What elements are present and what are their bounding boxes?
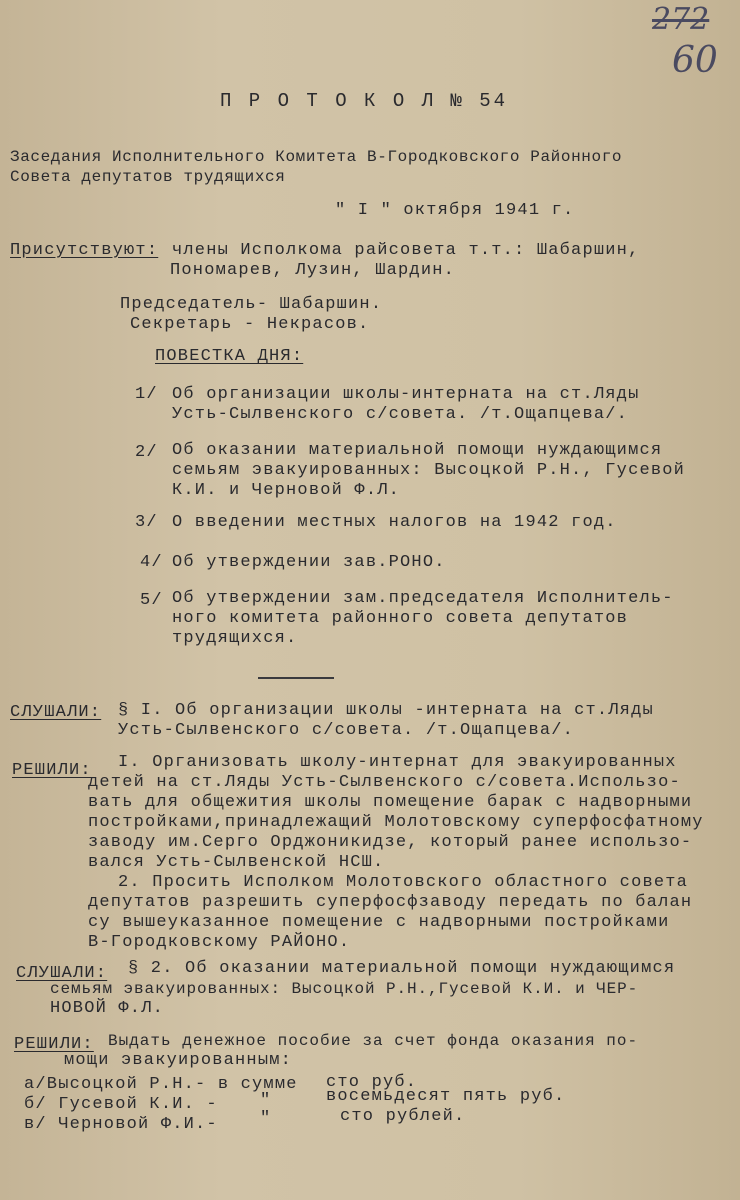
decided-1-line5: заводу им.Серго Орджоникидзе, который ранее использо- xyxy=(88,833,693,852)
agenda-item-1-line2: Усть-Сылвенского с/совета. /т.Ощапцева/. xyxy=(172,405,629,424)
heard-2-line3: НОВОЙ Ф.Л. xyxy=(50,999,165,1018)
decided-1-line6: вался Усть-Сылвенской НСШ. xyxy=(88,853,385,872)
payment-c-recipient: в/ Черновой Ф.И.- xyxy=(24,1115,218,1134)
decided-1-line10: В-Городковскому РАЙОНО. xyxy=(88,933,351,952)
agenda-item-4-line1: Об утверждении зав.РОНО. xyxy=(172,553,446,572)
agenda-item-5-num: 5/ xyxy=(140,591,163,610)
agenda-item-3-line1: О введении местных налогов на 1942 год. xyxy=(172,513,617,532)
agenda-item-3-num: 3/ xyxy=(135,513,158,532)
subtitle-line1: Заседания Исполнительного Комитета В-Городковского Районного xyxy=(10,148,623,166)
decided-1-line4: постройками,принадлежащий Молотовскому суперфосфатному xyxy=(88,813,704,832)
agenda-item-5-line3: трудящихся. xyxy=(172,629,298,648)
decided-2-line2: мощи эвакуированным: xyxy=(64,1051,293,1070)
heard-1-line1: § I. Об организации школы -интерната на ст.Ляды xyxy=(118,701,654,720)
agenda-item-2-line2: семьям эвакуированных: Высоцкой Р.Н., Гусевой xyxy=(172,461,686,480)
agenda-item-2-num: 2/ xyxy=(135,443,158,462)
chairman: Председатель- Шабаршин. xyxy=(120,295,383,314)
payment-c-ditto: " xyxy=(260,1109,272,1128)
agenda-item-4-num: 4/ xyxy=(140,553,163,572)
agenda-item-5-line2: ного комитета районного совета депутатов xyxy=(172,609,629,628)
heard-2-line1: § 2. Об оказании материальной помощи нуждающимся xyxy=(128,959,676,978)
agenda-item-2-line3: К.И. и Черновой Ф.Л. xyxy=(172,481,401,500)
agenda-item-2-line1: Об оказании материальной помощи нуждающимся xyxy=(172,441,663,460)
decided-1-line9: су вышеуказанное помещение с надворными постройками xyxy=(88,913,670,932)
subtitle-line2: Совета депутатов трудящихся xyxy=(10,168,286,186)
decided-1-line1: I. Организовать школу-интернат для эвакуированных xyxy=(118,753,677,772)
heard-label-2: СЛУШАЛИ: xyxy=(16,964,108,983)
payment-b-recipient: б/ Гусевой К.И. - xyxy=(24,1095,218,1114)
decided-2-line1: Выдать денежное пособие за счет фонда оказания по- xyxy=(108,1032,639,1050)
attendance-line1: члены Исполкома райсовета т.т.: Шабаршин, xyxy=(172,241,640,260)
payment-b-amount: восемьдесят пять руб. xyxy=(326,1087,566,1106)
secretary: Секретарь - Некрасов. xyxy=(130,315,370,334)
page-title: П Р О Т О К О Л № 54 xyxy=(220,90,509,112)
decided-label-1: РЕШИЛИ: xyxy=(12,761,92,780)
payment-a-amount: сто руб. xyxy=(326,1073,418,1092)
payment-c-amount: сто рублей. xyxy=(340,1107,466,1126)
agenda-item-5-line1: Об утверждении зам.председателя Исполнитель- xyxy=(172,589,674,608)
attendance-line2: Пономарев, Лузин, Шардин. xyxy=(170,261,456,280)
heard-2-line2: семьям эвакуированных: Высоцкой Р.Н.,Гусевой К.И. и ЧЕР- xyxy=(50,980,639,998)
decided-1-line2: детей на ст.Ляды Усть-Сылвенского с/совета.Использо- xyxy=(88,773,681,792)
attendance-label: Присутствуют: xyxy=(10,241,159,260)
heard-1-line2: Усть-Сылвенского с/совета. /т.Ощапцева/. xyxy=(118,721,575,740)
archive-mark-top: 272 xyxy=(652,2,710,37)
payment-a-recipient: а/Высоцкой Р.Н.- в сумме xyxy=(24,1075,298,1094)
decided-label-2: РЕШИЛИ: xyxy=(14,1035,94,1054)
agenda-item-1-num: 1/ xyxy=(135,385,158,404)
decided-1-line8: депутатов разрешить суперфосфзаводу передать по балан xyxy=(88,893,693,912)
archive-mark-bottom: 60 xyxy=(672,40,718,81)
payment-b-ditto: " xyxy=(260,1091,272,1110)
decided-1-line7: 2. Просить Исполком Молотовского областного совета xyxy=(118,873,689,892)
heard-label-1: СЛУШАЛИ: xyxy=(10,703,102,722)
decided-1-line3: вать для общежития школы помещение барак с надворными xyxy=(88,793,693,812)
agenda-title: ПОВЕСТКА ДНЯ: xyxy=(155,347,304,366)
meeting-date: " I " октября 1941 г. xyxy=(335,201,575,220)
agenda-item-1-line1: Об организации школы-интерната на ст.Ляды xyxy=(172,385,640,404)
section-divider xyxy=(258,677,334,679)
